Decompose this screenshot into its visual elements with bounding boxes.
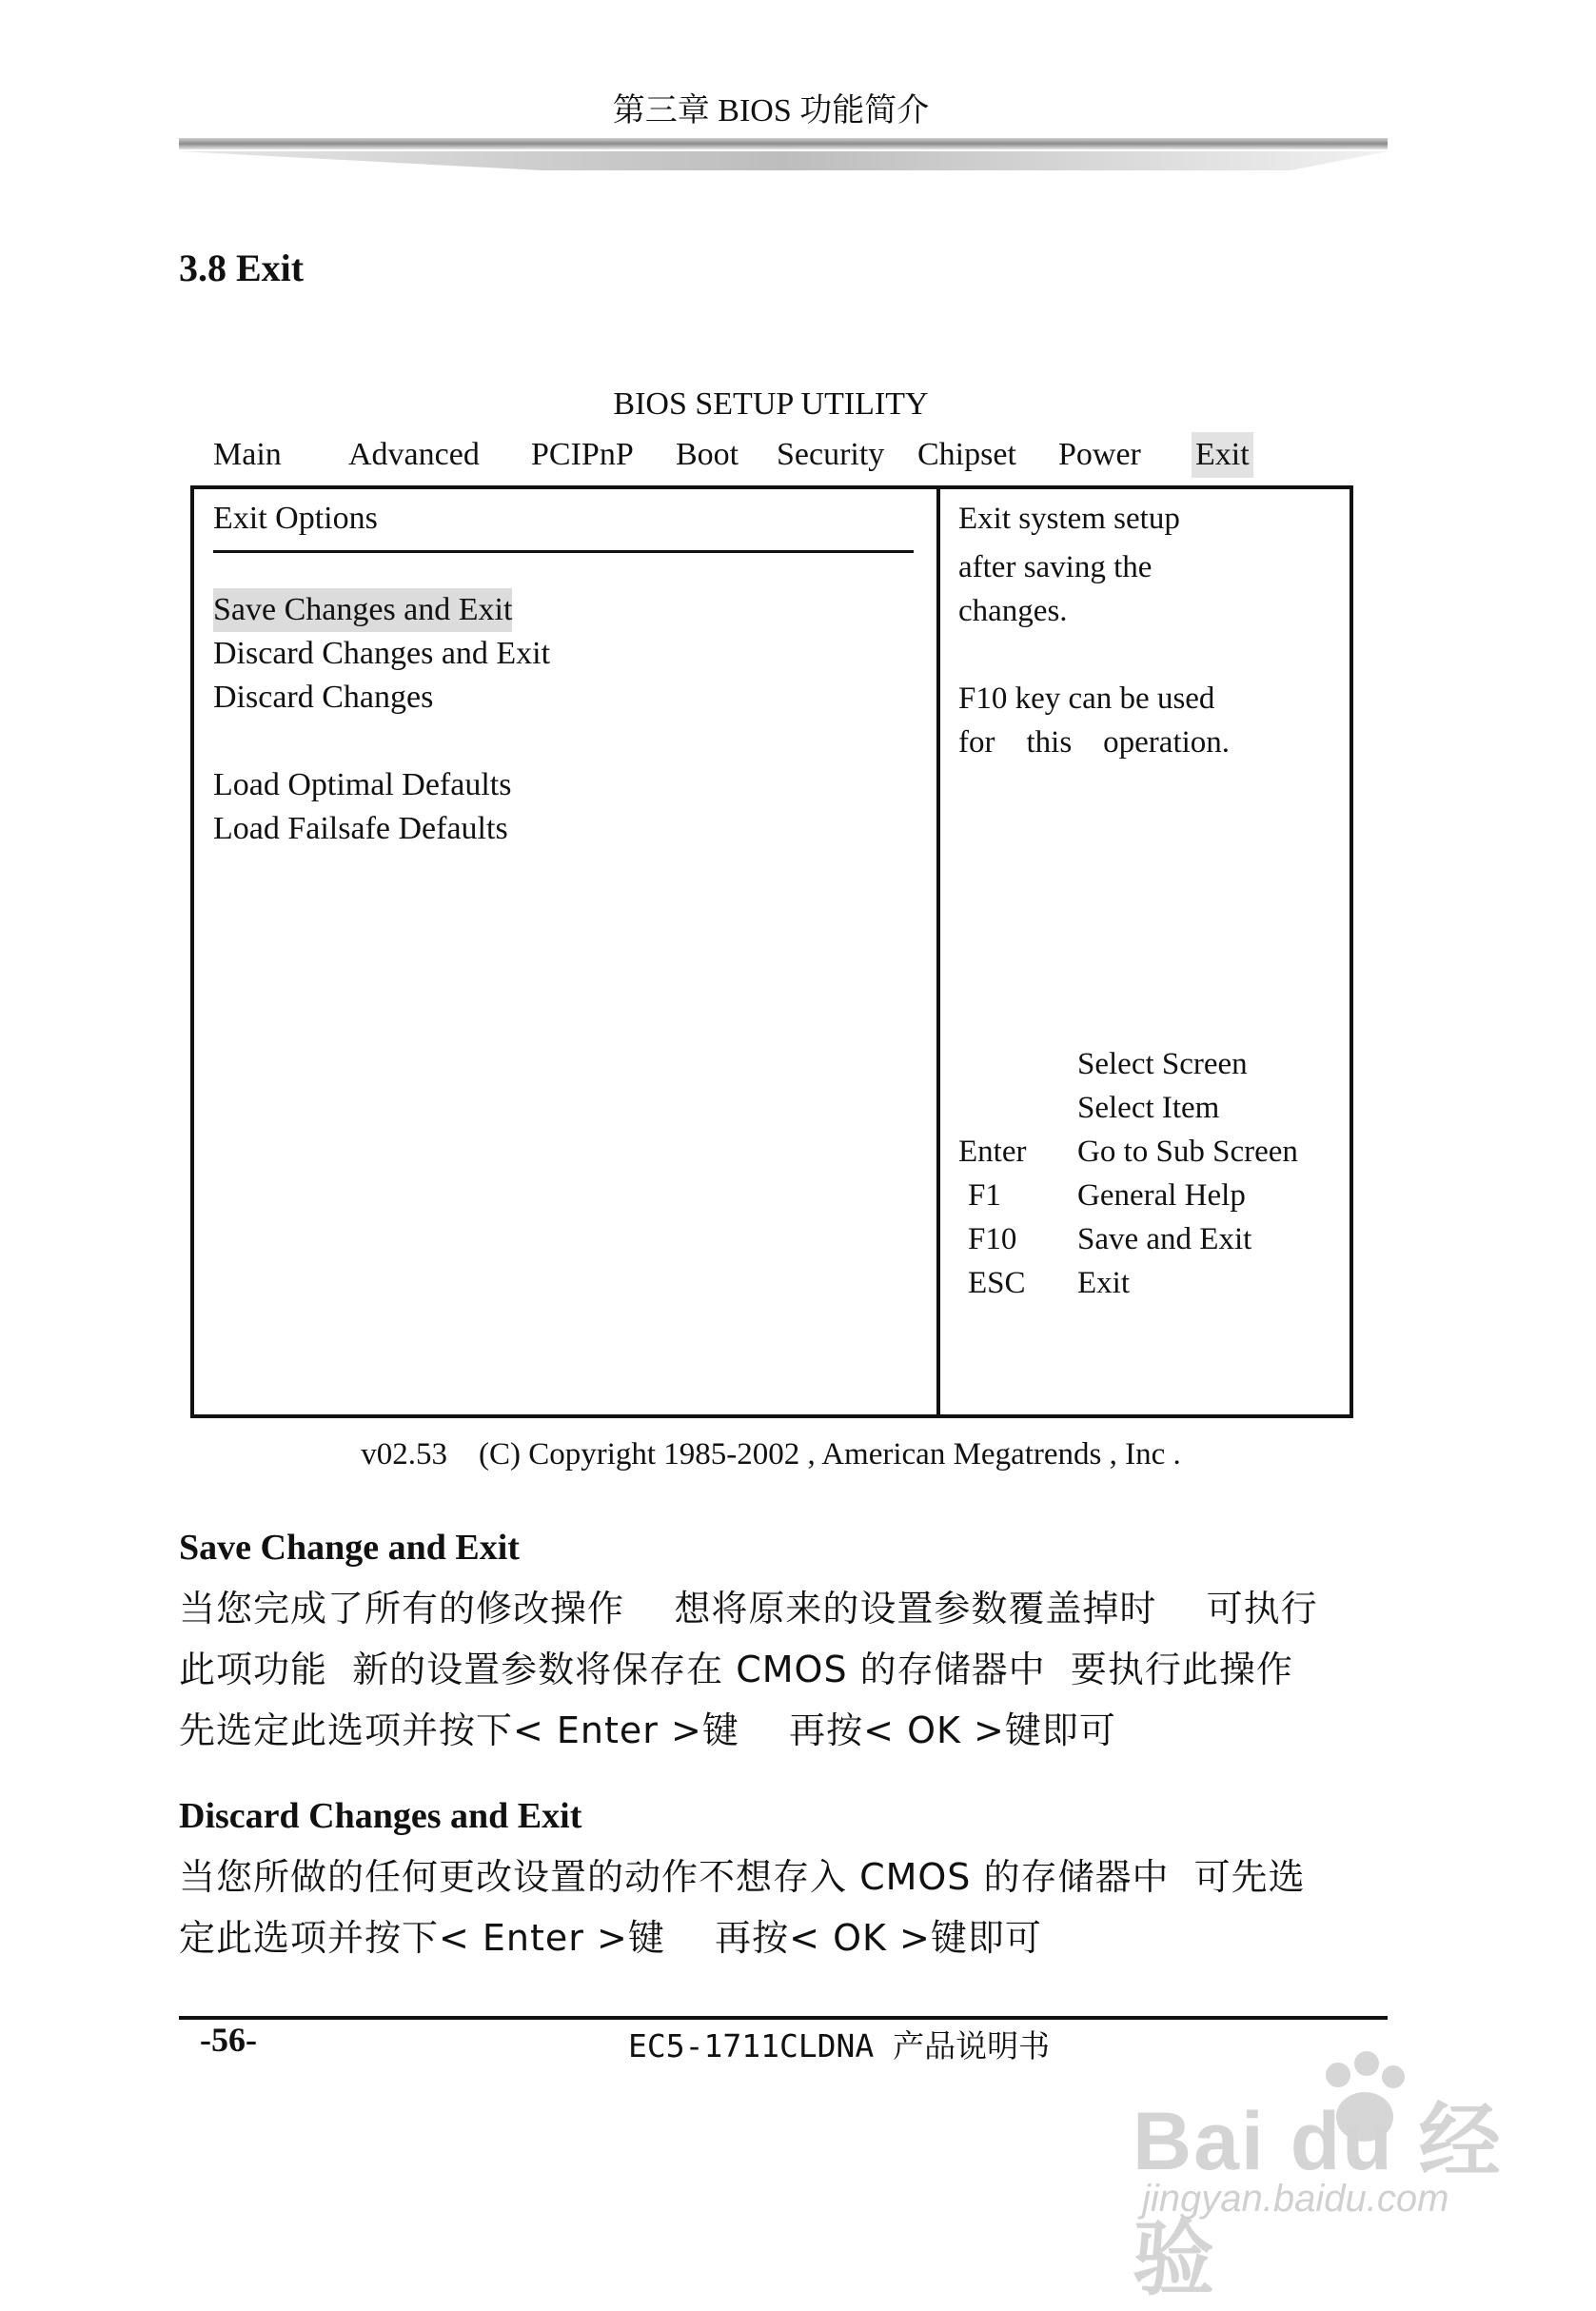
bios-menu-bar — [213, 432, 1253, 478]
item-title-save-change-and-exit: Save Change and Exit — [179, 1528, 520, 1568]
item-description-line: 定此选项并按下< Enter >键 再按< OK >键即可 — [179, 1917, 1042, 1959]
menu-item-main[interactable]: Main — [213, 437, 282, 472]
help-line: after saving the — [958, 550, 1153, 584]
page-number: -56- — [200, 2021, 257, 2059]
menu-item-exit[interactable]: Exit — [1192, 432, 1253, 478]
item-description-line: 此项功能 新的设置参数将保存在 CMOS 的存储器中 要执行此操作 — [179, 1649, 1293, 1690]
key-name: F1 — [968, 1178, 1001, 1213]
watermark-url: jingyan.baidu.com — [1142, 2178, 1449, 2220]
option-discard-changes-and-exit[interactable]: Discard Changes and Exit — [213, 636, 551, 671]
menu-item-advanced[interactable]: Advanced — [348, 437, 480, 472]
bios-title: BIOS SETUP UTILITY — [613, 386, 929, 422]
menu-item-power[interactable]: Power — [1058, 437, 1141, 472]
item-description-line: 当您所做的任何更改设置的动作不想存入 CMOS 的存储器中 可先选 — [179, 1856, 1306, 1898]
key-description: Go to Sub Screen — [1077, 1135, 1298, 1169]
header-rule — [179, 138, 1388, 149]
item-description-line: 当您完成了所有的修改操作 想将原来的设置参数覆盖掉时 可执行 — [179, 1588, 1318, 1630]
exit-options-underline — [213, 550, 914, 553]
key-description: Exit — [1077, 1266, 1130, 1300]
section-title: 3.8 Exit — [179, 247, 305, 289]
bios-copyright: v02.53 (C) Copyright 1985-2002 , American Megatrends , Inc . — [361, 1437, 1181, 1472]
key-description: Select Item — [1077, 1091, 1220, 1125]
option-load-optimal-defaults[interactable]: Load Optimal Defaults — [213, 767, 512, 802]
watermark-logo: Bai du 经验 — [1133, 2096, 1503, 2305]
key-description: Save and Exit — [1077, 1222, 1252, 1256]
header-rule-shadow — [179, 151, 1388, 170]
exit-options-heading: Exit Options — [213, 501, 378, 536]
option-discard-changes[interactable]: Discard Changes — [213, 680, 434, 715]
key-name: F10 — [968, 1222, 1017, 1256]
key-description: General Help — [1077, 1178, 1246, 1213]
key-name: Enter — [958, 1135, 1027, 1169]
chapter-header: 第三章 BIOS 功能简介 — [612, 93, 930, 128]
menu-item-security[interactable]: Security — [777, 437, 885, 472]
menu-item-boot[interactable]: Boot — [676, 437, 739, 472]
help-line: Exit system setup — [958, 502, 1180, 536]
help-line: for this operation. — [958, 725, 1231, 760]
help-line: changes. — [958, 594, 1068, 628]
footer-title: EC5-1711CLDNA 产品说明书 — [628, 2027, 1051, 2064]
menu-item-pcipnp[interactable]: PCIPnP — [531, 437, 634, 472]
footer-rule — [179, 2016, 1388, 2020]
item-description-line: 先选定此选项并按下< Enter >键 再按< OK >键即可 — [179, 1709, 1116, 1751]
item-title-discard-changes-and-exit: Discard Changes and Exit — [179, 1796, 582, 1836]
bios-panel-divider — [936, 485, 940, 1418]
key-name: ESC — [968, 1266, 1026, 1300]
option-load-failsafe-defaults[interactable]: Load Failsafe Defaults — [213, 811, 508, 846]
baidu-watermark — [1123, 2046, 1504, 2305]
key-description: Select Screen — [1077, 1047, 1248, 1081]
option-save-changes-and-exit[interactable]: Save Changes and Exit — [213, 588, 512, 632]
help-line: F10 key can be used — [958, 681, 1215, 716]
menu-item-chipset[interactable]: Chipset — [917, 437, 1016, 472]
